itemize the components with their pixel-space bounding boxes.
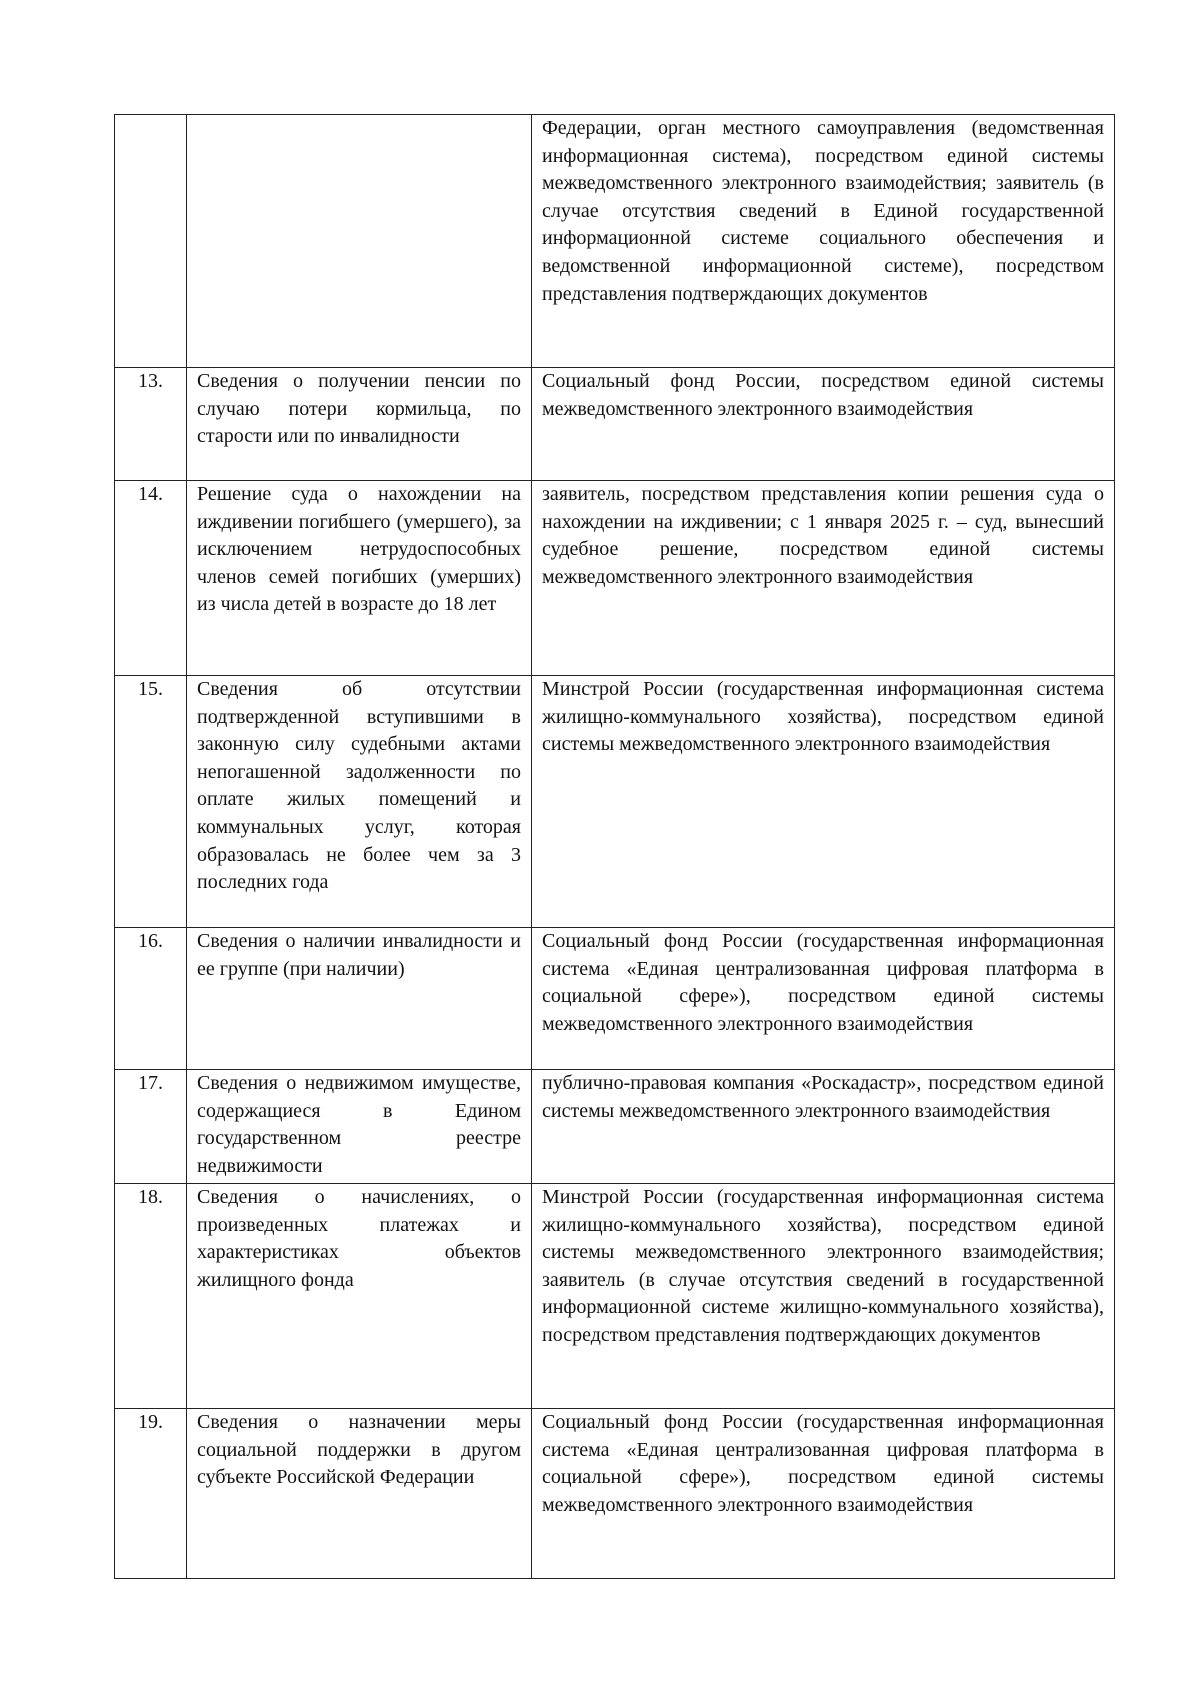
- document-source: Федерации, орган местного самоуправления (ведомственная информационная система), посредством единой системы межведомственного электронного взаимодействия; заявитель (в случае отсутствия сведений в Единой государственной информационной системе социального обеспечения и ведомственной информационной системе), посредством представления подтверждающих документов: [532, 115, 1115, 368]
- documents-table: [114, 114, 1115, 1579]
- document-name: Сведения о начислениях, о произведенных платежах и характеристиках объектов жилищного фонда: [187, 1184, 532, 1409]
- table-row: [115, 1070, 1115, 1184]
- document-source: Минстрой России (государственная информационная система жилищно-коммунального хозяйства), посредством единой системы межведомственного электронного взаимодействия; заявитель (в случае отсутствия сведений в государственной информационной системе жилищно-коммунального хозяйства), посредством представления подтверждающих документов: [532, 1184, 1115, 1409]
- document-name: Сведения о недвижимом имуществе, содержащиеся в Едином государственном реестре недвижимости: [187, 1070, 532, 1184]
- document-source: Социальный фонд России (государственная информационная система «Единая централизованная цифровая платформа в социальной сфере»), посредством единой системы межведомственного электронного взаимодействия: [532, 1409, 1115, 1579]
- row-number: [115, 115, 187, 368]
- document-name: Сведения о наличии инвалидности и ее группе (при наличии): [187, 928, 532, 1070]
- table-row: [115, 115, 1115, 368]
- document-source: публично-правовая компания «Роскадастр», посредством единой системы межведомственного электронного взаимодействия: [532, 1070, 1115, 1184]
- document-source: Социальный фонд России, посредством единой системы межведомственного электронного взаимодействия: [532, 368, 1115, 481]
- document-name: [187, 115, 532, 368]
- table-row: [115, 928, 1115, 1070]
- row-number: 18.: [115, 1184, 187, 1409]
- document-name: Решение суда о нахождении на иждивении погибшего (умершего), за исключением нетрудоспособных членов семей погибших (умерших) из числа детей в возрасте до 18 лет: [187, 481, 532, 676]
- table-row: [115, 676, 1115, 928]
- document-source: заявитель, посредством представления копии решения суда о нахождении на иждивении; с 1 января 2025 г. – суд, вынесший судебное решение, посредством единой системы межведомственного электронного взаимодействия: [532, 481, 1115, 676]
- row-number: 13.: [115, 368, 187, 481]
- row-number: 16.: [115, 928, 187, 1070]
- table-row: [115, 368, 1115, 481]
- row-number: 15.: [115, 676, 187, 928]
- table-row: [115, 481, 1115, 676]
- row-number: 14.: [115, 481, 187, 676]
- document-source: Минстрой России (государственная информационная система жилищно-коммунального хозяйства), посредством единой системы межведомственного электронного взаимодействия: [532, 676, 1115, 928]
- document-source: Социальный фонд России (государственная информационная система «Единая централизованная цифровая платформа в социальной сфере»), посредством единой системы межведомственного электронного взаимодействия: [532, 928, 1115, 1070]
- document-name: Сведения об отсутствии подтвержденной вступившими в законную силу судебными актами непогашенной задолженности по оплате жилых помещений и коммунальных услуг, которая образовалась не более чем за 3 последних года: [187, 676, 532, 928]
- document-name: Сведения о назначении меры социальной поддержки в другом субъекте Российской Федерации: [187, 1409, 532, 1579]
- table-row: [115, 1409, 1115, 1579]
- document-name: Сведения о получении пенсии по случаю потери кормильца, по старости или по инвалидности: [187, 368, 532, 481]
- row-number: 19.: [115, 1409, 187, 1579]
- row-number: 17.: [115, 1070, 187, 1184]
- table-row: [115, 1184, 1115, 1409]
